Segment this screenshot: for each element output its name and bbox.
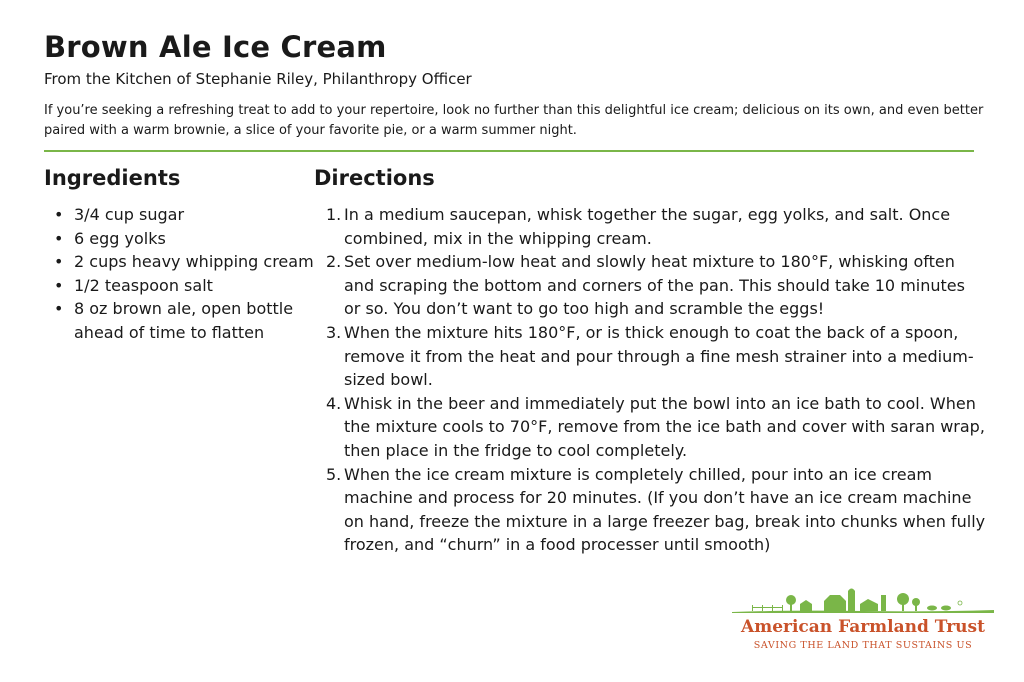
farm-silhouette-icon [732, 585, 994, 617]
ingredients-heading: Ingredients [44, 166, 181, 190]
ingredient-item: • 3/4 cup sugar [74, 203, 319, 227]
ingredient-item: • 8 oz brown ale, open bottle ahead of time to flatten [74, 297, 319, 344]
step-number: 2. [326, 252, 342, 272]
ingredient-item: • 6 egg yolks [74, 227, 319, 251]
recipe-subtitle: From the Kitchen of Stephanie Riley, Philanthropy Officer [44, 70, 472, 88]
directions-heading: Directions [314, 166, 435, 190]
step-text: In a medium saucepan, whisk together the sugar, egg yolks, and salt. Once combined, mix in the whipping cream. [344, 205, 951, 248]
step-text: Set over medium-low heat and slowly heat mixture to 180°F, whisking often and scraping the bottom and corners of the pan. This should take 10 minutes or so. You don’t want to go too high and scramble the eggs! [344, 252, 965, 319]
step-text: When the ice cream mixture is completely chilled, pour into an ice cream machine and process for 20 minutes. (If you don’t have an ice cream machine on hand, freeze the mixture in a large freezer bag, break into chunks when fully frozen, and “churn” in a food processer until smooth) [344, 464, 986, 555]
step-number: 5. [326, 464, 342, 484]
ingredient-item: • 2 cups heavy whipping cream [74, 250, 319, 274]
recipe-intro: If you’re seeking a refreshing treat to add to your repertoire, look no further than this delightful ice cream; delicious on its own, and even better paired with a warm brownie, a slice of your favorite pie, or a warm summer night. [44, 103, 984, 138]
american-farmland-trust-logo [732, 585, 994, 655]
direction-step [326, 250, 986, 321]
direction-step [326, 203, 986, 250]
step-text: When the mixture hits 180°F, or is thick enough to coat the back of a spoon, remove it from the heat and pour through a fine mesh strainer into a medium-sized bowl. [344, 322, 974, 390]
step-text: Whisk in the beer and immediately put the bowl into an ice bath to cool. When the mixture cools to 70°F, remove from the ice bath and cover with saran wrap, then place in the fridge to cool completely. [344, 393, 985, 460]
direction-step [326, 463, 986, 557]
ingredients-list [44, 203, 319, 345]
logo-tagline: SAVING THE LAND THAT SUSTAINS US [753, 640, 973, 651]
step-number: 4. [326, 393, 342, 413]
step-number: 1. [326, 205, 342, 224]
directions-list [326, 203, 986, 557]
direction-step [326, 392, 986, 463]
ingredient-item: • 1/2 teaspoon salt [74, 274, 319, 298]
recipe-title: Brown Ale Ice Cream [44, 30, 387, 64]
direction-step [326, 321, 986, 392]
step-number: 3. [326, 322, 342, 342]
section-divider [44, 150, 974, 152]
logo-name: American Farmland Trust [741, 617, 985, 637]
